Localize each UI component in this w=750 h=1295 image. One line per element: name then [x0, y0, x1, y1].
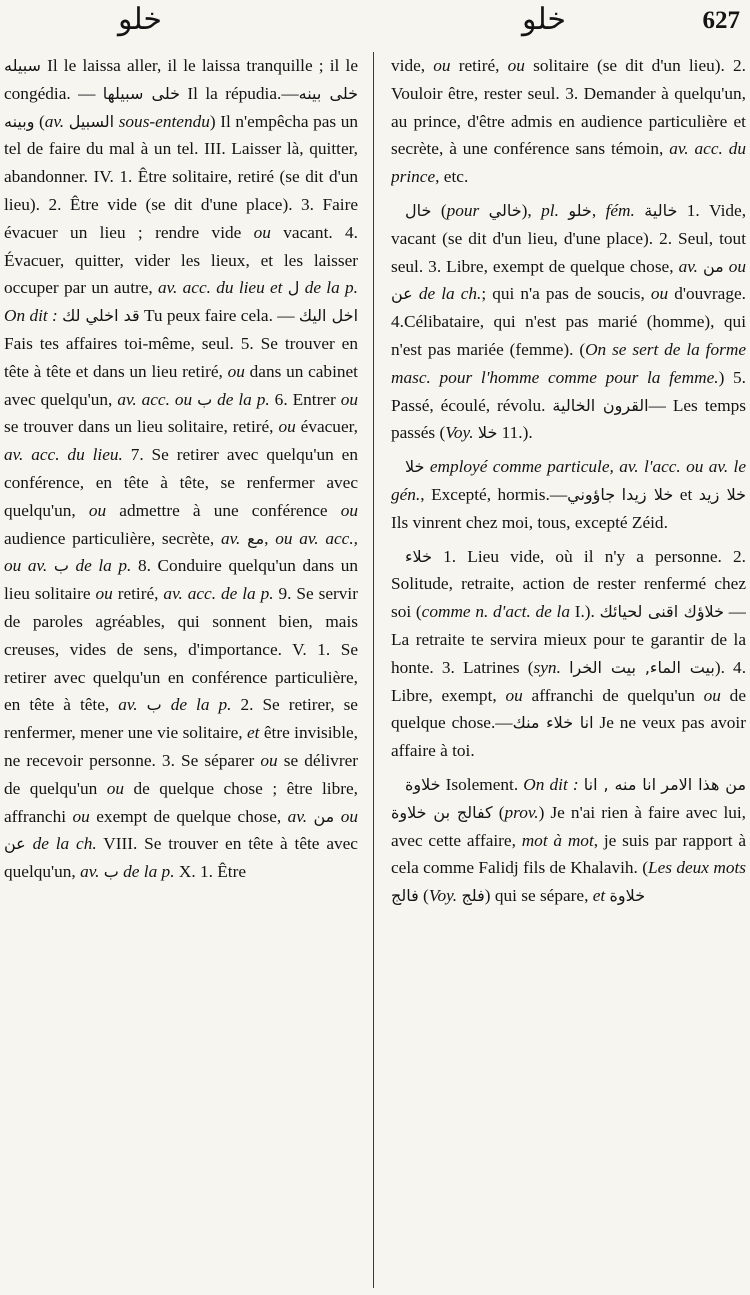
italic-text: et [246, 723, 260, 743]
text-run: Isolement. [440, 774, 524, 794]
arabic-term: قد اخلي لك [62, 306, 140, 326]
text-run: — La retraite te servira mieux pour te garantir de la honte. 3. Latrines ( [391, 602, 746, 677]
text-run [162, 695, 171, 714]
text-run: audience particulière, secrète, [4, 528, 221, 548]
text-run: et [673, 484, 699, 504]
italic-text: ou [650, 284, 669, 304]
entry-khalawa [391, 771, 746, 910]
italic-text: av. acc. du prince [391, 139, 746, 187]
text-run: solitaire (se dit d'un lieu). 2. Vouloir être, rester seul. 3. Demander à quelqu'un, au prince, d'être admis en audience particulière et secrète, à une conférence sans témoin, [391, 56, 746, 159]
arabic-term: خلى بينه وبينه [4, 83, 358, 131]
text-run: 1. Vide, vacant (se dit d'un lieu, d'une place). 2. Seul, tout seul. 3. Libre, exempt de quelque chose, [391, 200, 746, 276]
italic-text: prov. [504, 802, 539, 822]
text-run: dans un cabinet avec quelqu'un, [4, 361, 358, 409]
arabic-term: من [702, 256, 724, 276]
arabic-term: خلى سبيلها [102, 83, 181, 103]
italic-text: On dit : [523, 774, 579, 794]
italic-text: ou [227, 361, 245, 381]
italic-text: Voy. [445, 423, 474, 443]
italic-text: ou [340, 806, 358, 826]
italic-text: av. [678, 256, 698, 276]
arabic-term: ب [146, 695, 162, 715]
column-divider [373, 52, 374, 1288]
italic-text: av. [118, 695, 138, 715]
text-run: ) Je n'ai rien à faire avec lui, avec cette affaire, [391, 802, 746, 850]
italic-text: av. [287, 806, 308, 826]
text-run: vacant. 4. Évacuer, quitter, vider les lieux, et les laisser occuper par un autre, [4, 222, 358, 298]
text-run: ( [418, 886, 429, 906]
text-run: ) Il n'empêcha pas un tel de faire du mal à un tel. III. Laisser là, quitter, abandonner. IV. 1. Être solitaire, retiré (se dit d'un lieu). 2. Être vide (se dit d'une place). 3. Faire évacuer un lieu ; rendre vide [4, 111, 358, 242]
arabic-term: خلو [568, 200, 592, 220]
italic-text: de la p. [123, 862, 175, 882]
arabic-term: ل [287, 278, 300, 298]
text-run [26, 834, 33, 853]
italic-text: Voy. [428, 886, 458, 906]
page-number: 627 [702, 7, 740, 34]
italic-text: mot à mot [521, 830, 594, 850]
italic-text: ou [433, 56, 451, 75]
text-run: 7. Se retirer avec quelqu'un en conférence, en tête à tête, se renfermer avec quelqu'un, [4, 445, 358, 520]
text-run: exempt de quelque chose, [89, 806, 288, 826]
text-run: être invisible, ne recevoir personne. 3. Se séparer [4, 723, 358, 770]
italic-text: av. acc. du lieu. [4, 445, 123, 465]
italic-text: sous-entendu [118, 111, 210, 131]
italic-text: ou [253, 222, 271, 242]
arabic-term: سبيله [4, 56, 41, 75]
italic-text: On se sert de la forme masc. pour l'homme comme pour la femme. [391, 339, 746, 387]
arabic-term: عن [4, 834, 26, 854]
text-run: Il la répudia.— [180, 83, 299, 103]
arabic-term: خال [405, 200, 432, 220]
italic-text: ou [95, 584, 113, 604]
text-run: Il le laissa aller, il le laissa tranquille ; il le congédia. — [4, 56, 358, 103]
text-run: admettre à une conférence [106, 500, 341, 520]
arabic-term: عن [391, 284, 413, 304]
text-run: , [591, 200, 606, 220]
text-run: ; qui n'a pas de soucis, [481, 284, 651, 304]
text-run [138, 695, 147, 714]
italic-text: fém. [605, 200, 635, 220]
italic-text: ou [278, 417, 296, 437]
arabic-term: مع [247, 528, 265, 548]
arabic-term: خلاوة [609, 886, 646, 906]
italic-text: comme n. d'act. de la [421, 602, 570, 622]
text-run: ). 4. Libre, exempt, [391, 657, 746, 705]
italic-text: de la ch. [418, 284, 482, 304]
italic-text: ou [260, 750, 278, 770]
italic-text: de la p. On dit : [4, 278, 358, 326]
text-run: d'ouvrage. 4.Célibataire, qui n'est pas marié (homme), qui n'est pas mariée (femme). ( [391, 284, 746, 359]
arabic-term: من [313, 806, 335, 826]
italic-text: de la p. [170, 695, 232, 715]
page-header [0, 0, 750, 44]
arabic-term: خلاء [405, 546, 432, 566]
italic-text: ou [340, 389, 358, 409]
arabic-term: ب [53, 556, 69, 576]
text-run: 8. Conduire quelqu'un dans un lieu solitaire [4, 556, 358, 604]
text-run: ( [492, 802, 505, 822]
arabic-term: خلا [477, 423, 498, 443]
text-run: Tu peux faire cela. — [139, 306, 299, 326]
running-head-left: خلو [118, 3, 162, 36]
text-run: ( [431, 200, 447, 220]
italic-text: ou [106, 778, 124, 798]
text-run: I.). [569, 602, 600, 622]
text-run: Fais tes affaires toi-même, seul. 5. Se trouver en tête à tête et dans un lieu retiré, [4, 333, 358, 381]
arabic-term: ب [197, 389, 213, 409]
arabic-term: من هذا الامر كفالج بن خلاوة [391, 774, 746, 822]
text-run: retiré, [112, 584, 164, 604]
arabic-term: فلج [461, 886, 485, 906]
text-run: vide, [391, 56, 434, 75]
italic-text: de la ch. [32, 834, 97, 854]
arabic-term: خالي [488, 200, 522, 220]
text-run: , Excepté, hormis.— [420, 484, 568, 504]
italic-text: et [592, 886, 606, 906]
entry-khala [391, 543, 746, 765]
arabic-term: خلا [405, 457, 425, 477]
text-run [635, 201, 644, 220]
italic-text: ou [507, 56, 525, 75]
text-run: se délivrer de quelqu'un [4, 750, 358, 798]
italic-text: av. acc. de la p. [163, 584, 274, 604]
arabic-term: بيت الماء, بيت الخرا [569, 657, 715, 677]
entry-khala-particle [391, 453, 746, 536]
text-run: Je ne veux pas avoir affaire à toi. [391, 713, 746, 761]
text-run: retiré, [450, 56, 508, 75]
text-run: 9. Se servir de paroles agréables, qui sonnent bien, mais creuses, vides de sens, d'importance. V. 1. Se retirer avec quelqu'un en conférence particulière, en tête à tête, [4, 584, 358, 715]
text-run: , [264, 528, 276, 548]
text-run [47, 556, 54, 575]
italic-text: pl. [541, 200, 559, 220]
italic-text: ou [703, 685, 721, 705]
italic-text: pour [446, 200, 480, 220]
italic-text: ou [72, 806, 90, 826]
arabic-term: القرون الخالية [552, 395, 649, 415]
arabic-term: خالية [644, 200, 678, 220]
text-run: , je suis par rapport à cela comme Falidj fils de Khalavih. ( [391, 830, 746, 878]
italic-text: ou [88, 500, 107, 520]
italic-text: ou [728, 256, 746, 276]
text-run: ( [34, 111, 45, 131]
arabic-term: انا منه , انا [583, 774, 657, 794]
text-run: ) qui se sépare, [484, 886, 593, 906]
text-run: se trouver dans un lieu solitaire, retiré, [4, 417, 279, 437]
entry-khal [391, 197, 746, 447]
italic-text: ou av. acc., ou av. [4, 528, 358, 576]
arabic-term: فالج [391, 886, 419, 906]
italic-text: av. [44, 111, 65, 131]
arabic-term: خلاوة [405, 774, 441, 794]
arabic-term: خلا زيد [698, 484, 746, 504]
italic-text: av. acc. du lieu et [158, 278, 283, 298]
italic-text: Les deux mots [647, 858, 746, 878]
arabic-term: جاؤوني [567, 484, 616, 504]
text-run: 11.). [497, 423, 533, 443]
text-run [561, 658, 569, 677]
text-run: 1. Lieu vide, où il n'y a personne. 2. Solitude, retraite, action de rester renfermé chez soi ( [391, 546, 746, 622]
text-run: X. 1. Être [174, 862, 247, 882]
italic-text: av. acc. ou [117, 389, 193, 409]
text-run [479, 201, 488, 220]
text-run: ) 5. Passé, écoulé, révolu. [391, 367, 746, 415]
arabic-term: ب [103, 862, 119, 882]
italic-text: ou [505, 685, 523, 705]
text-run: 6. Entrer [269, 389, 341, 409]
text-run: affranchi de quelqu'un [522, 685, 704, 705]
arabic-term: خلا زيدا [621, 484, 674, 504]
italic-text: syn. [533, 657, 561, 677]
arabic-term: انا خلاء منك [512, 713, 594, 733]
italic-text: av. [80, 862, 100, 882]
text-run: 2. Se retirer, se renfermer, mener une vie solitaire, [4, 695, 358, 743]
entry-paragraph [4, 52, 358, 886]
right-column [391, 52, 746, 1288]
arabic-term: اخل اليك [298, 306, 358, 326]
italic-text: ou [340, 500, 358, 520]
text-run: ), [521, 200, 542, 220]
arabic-term: السبيل [68, 111, 115, 131]
left-column [4, 52, 358, 1288]
italic-text: employé comme particule, av. l'acc. ou av. le gén. [391, 457, 746, 504]
italic-text: de la p. [217, 389, 270, 409]
entry-paragraph [391, 52, 746, 191]
text-run: Ils vinrent chez moi, tous, excepté Zéid. [391, 512, 668, 532]
text-run: de quelque chose.— [391, 685, 746, 733]
text-run: , etc. [435, 167, 469, 187]
text-run [559, 201, 568, 220]
text-run: VIII. Se trouver en tête à tête avec quelqu'un, [4, 834, 358, 882]
text-run: évacuer, [295, 417, 358, 437]
running-head-right: خلو [522, 3, 566, 36]
italic-text: de la p. [75, 556, 132, 576]
text-run: de quelque chose ; être libre, affranchi [4, 778, 358, 826]
text-run: — Les temps passés ( [391, 395, 746, 443]
arabic-term: خلاؤك اقنى لحيائك [599, 602, 724, 622]
italic-text: av. [220, 528, 241, 548]
